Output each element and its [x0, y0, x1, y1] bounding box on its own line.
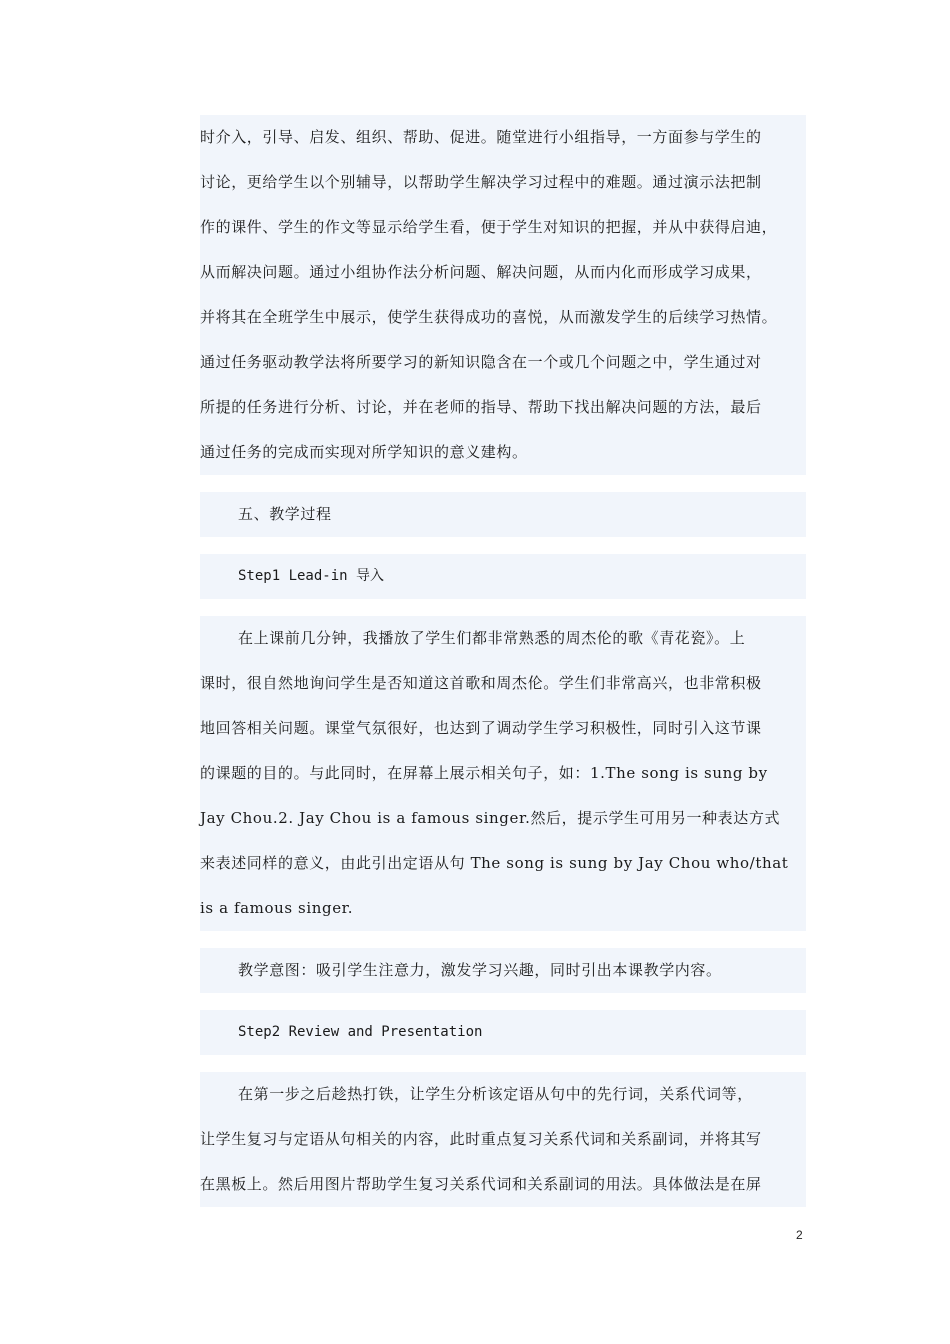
text-line: 在上课前几分钟，我播放了学生们都非常熟悉的周杰伦的歌《青花瓷》。上: [238, 629, 746, 647]
text-line: 在第一步之后趁热打铁，让学生分析该定语从句中的先行词，关系代词等，: [238, 1085, 753, 1103]
step1-heading-block: [200, 554, 806, 599]
text-line: 时介入，引导、启发、组织、帮助、促进。随堂进行小组指导，一方面参与学生的: [200, 128, 762, 146]
section-heading-block: [200, 492, 806, 537]
step2-heading-block: [200, 1010, 806, 1055]
text-line: 从而解决问题。通过小组协作法分析问题、解决问题，从而内化而形成学习成果，: [200, 263, 762, 281]
text-line: 通过任务驱动教学法将所要学习的新知识隐含在一个或几个问题之中，学生通过对: [200, 353, 762, 371]
text-line: 所提的任务进行分析、讨论，并在老师的指导、帮助下找出解决问题的方法，最后: [200, 398, 762, 416]
section-heading: 五、教学过程: [238, 505, 332, 523]
step2-heading: Step2 Review and Presentation: [238, 1024, 483, 1040]
step1-heading: Step1 Lead-in 导入: [238, 568, 385, 584]
paragraph-teaching-methods: [200, 115, 806, 475]
text-line: 地回答相关问题。课堂气氛很好，也达到了调动学生学习积极性，同时引入这节课: [200, 719, 762, 737]
text-line: 课时，很自然地询问学生是否知道这首歌和周杰伦。学生们非常高兴，也非常积极: [200, 674, 762, 692]
text-line: 的课题的目的。与此同时，在屏幕上展示相关句子，如：1.The song is sung by: [200, 764, 768, 782]
text-line: 作的课件、学生的作文等显示给学生看，便于学生对知识的把握，并从中获得启迪，: [200, 218, 778, 236]
document-body: [200, 115, 806, 1207]
text-line: 让学生复习与定语从句相关的内容，此时重点复习关系代词和关系副词，并将其写: [200, 1130, 762, 1148]
page-number: 2: [796, 1228, 803, 1242]
text-line: 讨论，更给学生以个别辅导，以帮助学生解决学习过程中的难题。通过演示法把制: [200, 173, 762, 191]
text-line: 在黑板上。然后用图片帮助学生复习关系代词和关系副词的用法。具体做法是在屏: [200, 1175, 762, 1193]
text-line: 来表述同样的意义，由此引出定语从句 The song is sung by Jay Chou who/that: [200, 854, 789, 872]
text-line: 并将其在全班学生中展示，使学生获得成功的喜悦，从而激发学生的后续学习热情。: [200, 308, 778, 326]
paragraph-review: [200, 1072, 806, 1207]
text-line: 通过任务的完成而实现对所学知识的意义建构。: [200, 443, 528, 461]
intent-block: [200, 948, 806, 993]
teaching-intent: 教学意图：吸引学生注意力，激发学习兴趣，同时引出本课教学内容。: [238, 961, 722, 979]
text-line: Jay Chou.2. Jay Chou is a famous singer.然后，提示学生可用另一种表达方式: [200, 809, 781, 827]
text-line: is a famous singer.: [200, 899, 354, 917]
paragraph-lead-in: [200, 616, 806, 931]
